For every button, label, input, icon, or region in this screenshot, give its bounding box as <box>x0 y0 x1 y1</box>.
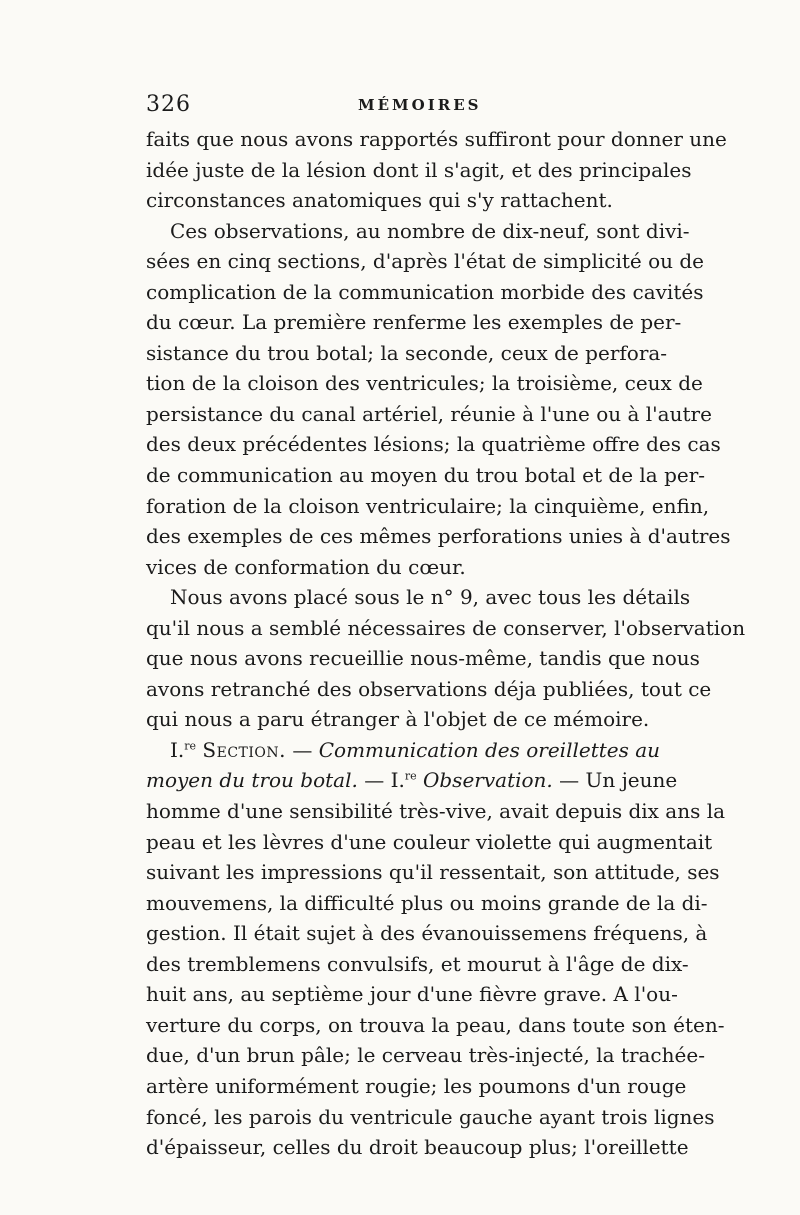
text-line: mouvemens, la difficulté plus ou moins grande de la di- <box>146 890 708 915</box>
observation-label: Observation. <box>422 768 553 793</box>
page-header <box>146 92 666 122</box>
text-line: des exemples de ces mêmes perforations unies à d'autres <box>146 524 731 549</box>
text-line: suivant les impressions qu'il ressentait, son attitude, ses <box>146 860 720 885</box>
text-line: gestion. Il était sujet à des évanouissemens fréquens, à <box>146 921 708 946</box>
text-line: faits que nous avons rapportés suffiront pour donner une <box>146 127 727 151</box>
text-line: foncé, les parois du ventricule gauche ayant trois lignes <box>146 1104 715 1129</box>
text-line: de communication au moyen du trou botal et de la per- <box>146 463 706 488</box>
text-line: vices de conformation du cœur. <box>146 554 466 579</box>
section-label: Section. <box>202 737 286 762</box>
paragraph-start-line: Ces observations, au nombre de dix-neuf, sont divi- <box>170 218 690 243</box>
text-line: complication de la communication morbide des cavités <box>146 279 704 304</box>
text-line: du cœur. La première renferme les exemples de per- <box>146 310 682 335</box>
observation-text-start: — Un jeune <box>559 768 678 793</box>
text-line: que nous avons recueillie nous-même, tandis que nous <box>146 646 700 671</box>
section-title-continued: moyen du trou botal. <box>146 768 358 793</box>
running-title: MÉMOIRES <box>358 96 482 114</box>
text-line: artère uniformément rougie; les poumons d'un rouge <box>146 1073 687 1098</box>
text-line: persistance du canal artériel, réunie à l'une ou à l'autre <box>146 401 712 426</box>
text-line: tion de la cloison des ventricules; la troisième, ceux de <box>146 371 703 396</box>
text-line: qui nous a paru étranger à l'objet de ce mémoire. <box>146 707 650 732</box>
dash: — <box>292 737 313 762</box>
page-number: 326 <box>146 92 191 117</box>
paragraph-start-line: Nous avons placé sous le n° 9, avec tous les détails <box>170 585 691 610</box>
section-title: Communication des oreillettes au <box>318 737 661 762</box>
text-line: peau et les lèvres d'une couleur violette qui augmentait <box>146 829 713 854</box>
text-line: due, d'un brun pâle; le cerveau très-injecté, la trachée- <box>146 1043 705 1068</box>
text-line: sistance du trou botal; la seconde, ceux de perfora- <box>146 340 668 365</box>
text-line: des tremblemens convulsifs, et mourut à l'âge de dix- <box>146 951 689 976</box>
text-line: foration de la cloison ventriculaire; la cinquième, enfin, <box>146 493 710 518</box>
text-line: d'épaisseur, celles du droit beaucoup plus; l'oreillette <box>146 1135 689 1160</box>
text-line: verture du corps, on trouva la peau, dans toute son éten- <box>146 1012 725 1037</box>
text-line: des deux précédentes lésions; la quatrième offre des cas <box>146 432 721 457</box>
section-heading-line <box>146 735 660 766</box>
text-line: idée juste de la lésion dont il s'agit, et des principales <box>146 157 692 182</box>
body-text <box>146 124 746 1163</box>
observation-heading-line <box>146 765 678 796</box>
text-line: huit ans, au septième jour d'une fièvre grave. A l'ou- <box>146 982 678 1007</box>
text-line: avons retranché des observations déja publiées, tout ce <box>146 676 712 701</box>
text-line: circonstances anatomiques qui s'y rattachent. <box>146 188 613 213</box>
text-line: sées en cinq sections, d'après l'état de simplicité ou de <box>146 249 704 274</box>
text-line: homme d'une sensibilité très-vive, avait depuis dix ans la <box>146 799 726 824</box>
section-number: I.$^{re}$ <box>170 737 197 762</box>
text-line: qu'il nous a semblé nécessaires de conserver, l'observation <box>146 615 746 640</box>
observation-number: — I.$^{re}$ <box>364 768 417 793</box>
